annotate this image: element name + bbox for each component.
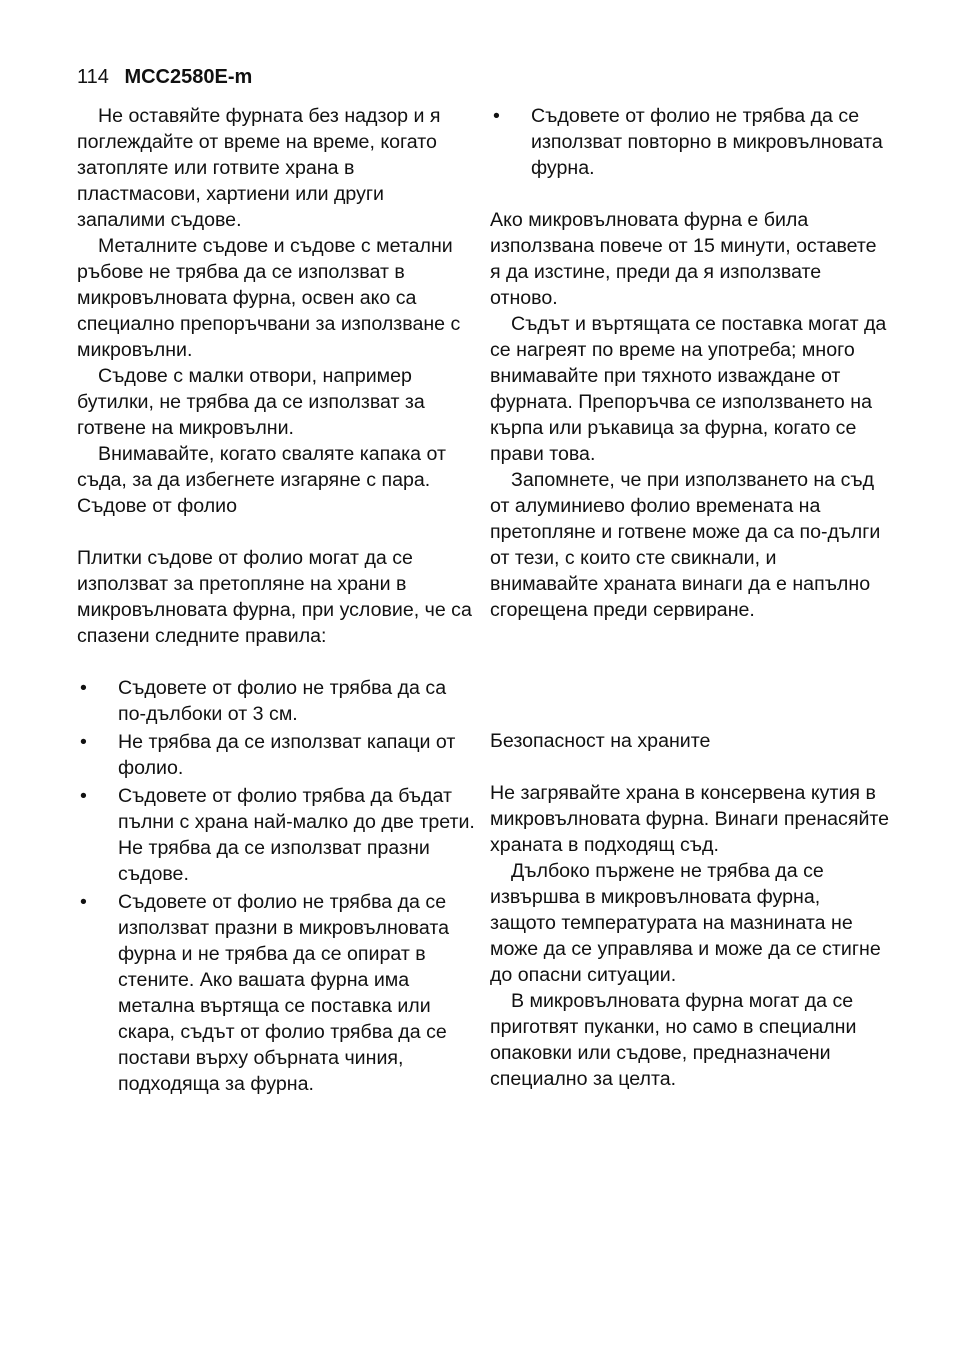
paragraph: Не загрявайте храна в консервена кутия в микровълновата фурна. Винаги пренасяйте храната в подходящ съд. [490, 782, 890, 856]
list-item [77, 729, 477, 781]
paragraph: Съдът и въртящата се поставка могат да се нагреят по време на употреба; много внимавайте при тяхното изваждане от фурната. Препоръчва се използването на кърпа или ръкавица за фурна, когато се прави това. [490, 313, 887, 465]
list-item-text: Съдовете от фолио не трябва да се използват повторно в микровълновата фурна. [531, 105, 883, 179]
list-item-text: Съдовете от фолио трябва да бъдат пълни с храна най-малко до две трети. Не трябва да се използват празни съдове. [118, 785, 475, 885]
section-heading: Съдове от фолио [77, 495, 238, 517]
list-item [77, 889, 477, 1097]
bullet-list [77, 675, 477, 1097]
bullet-icon: • [80, 677, 87, 699]
paragraph: Металните съдове и съдове с метални ръбове не трябва да се използват в микровълновата фурна, освен ако са специално препоръчвани за използване с микровълни. [77, 235, 461, 361]
model-name: MCC2580E-m [124, 66, 253, 88]
bullet-icon: • [493, 105, 500, 127]
paragraph: Съдове с малки отвори, например бутилки, не трябва да се използват за готвене на микровълни. [77, 365, 425, 439]
paragraph: Плитки съдове от фолио могат да се използват за претопляне на храни в микровълновата фурна, при условие, че са спазени следните правила: [77, 547, 472, 647]
paragraph: Внимавайте, когато сваляте капака от съда, за да избегнете изгаряне с пара. [77, 443, 446, 491]
list-item-text: Съдовете от фолио не трябва да се използват празни в микровълновата фурна и не трябва да се опират в стените. Ако вашата фурна има метална въртяща се поставка или скара, съдът от фолио трябва да се постави върху обърната чиния, подходяща за фурна. [118, 891, 449, 1095]
right-column [490, 103, 890, 1092]
paragraph: В микровълновата фурна могат да се приготвят пуканки, но само в специални опаковки или съдове, предназначени специално за целта. [490, 990, 857, 1090]
list-item [77, 675, 477, 727]
list-item [77, 783, 477, 887]
left-column [77, 103, 477, 1097]
bullet-icon: • [80, 891, 87, 913]
section-heading: Безопасност на храните [490, 730, 711, 752]
page-header [77, 64, 252, 90]
page-number: 114 [77, 66, 109, 88]
list-item-text: Не трябва да се използват капаци от фолио. [118, 731, 456, 779]
paragraph: Запомнете, че при използването на съд от алуминиево фолио времената на претопляне и готвене може да са по-дълги от тези, с които сте свикнали, и внимавайте храната винаги да е напълно сгорещена преди сервиране. [490, 469, 881, 621]
bullet-list [490, 103, 890, 181]
list-item-text: Съдовете от фолио не трябва да са по-дълбоки от 3 см. [118, 677, 447, 725]
paragraph: Ако микровълновата фурна е била използвана повече от 15 минути, оставете я да изстине, преди да я използвате отново. [490, 209, 877, 309]
paragraph: Не оставяйте фурната без надзор и я поглеждайте от време на време, когато затопляте или готвите храна в пластмасови, хартиени или други запалими съдове. [77, 105, 441, 231]
bullet-icon: • [80, 731, 87, 753]
list-item [490, 103, 890, 181]
bullet-icon: • [80, 785, 87, 807]
paragraph: Дълбоко пържене не трябва да се извършва в микровълновата фурна, защото температурата на мазнината не може да се управлява и може да се стигне до опасни ситуации. [490, 860, 881, 986]
